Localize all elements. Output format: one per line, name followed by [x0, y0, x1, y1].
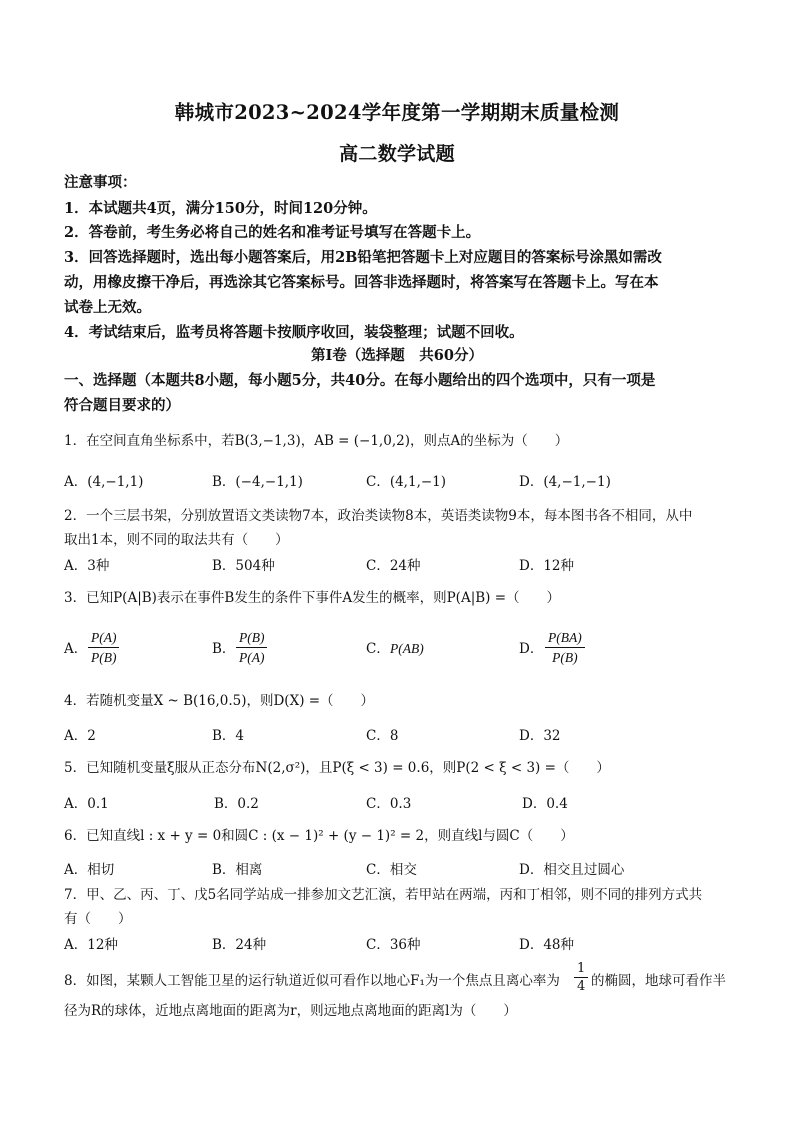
q1-option-d: D．(4,−1,−1)	[519, 474, 611, 490]
q3-option-a-label: A．	[64, 641, 88, 657]
question-2-line2: 取出1本，则不同的取法共有（ ）	[64, 532, 289, 548]
q3-d-denominator: P(B)	[552, 650, 578, 665]
q5-option-b: B．0.2	[214, 796, 259, 812]
q1-option-c: C．(4,1,−1)	[366, 474, 447, 490]
question-6: 6．已知直线l : x + y = 0和圆C : (x − 1)² + (y − 1)² = 2，则直线l与圆C（ ）	[64, 828, 574, 844]
q5-option-a: A．0.1	[64, 796, 109, 812]
section-title: 第Ⅰ卷（选择题 共60分）	[311, 347, 483, 364]
q2-option-b: B．504种	[212, 558, 275, 574]
q3-option-d-fraction	[545, 628, 585, 667]
q6-option-c: C．相交	[366, 862, 417, 878]
part-heading-line1: 一、选择题（本题共8小题，每小题5分，共40分。在每小题给出的四个选项中，只有一项是	[64, 372, 656, 389]
q5-option-c: C．0.3	[366, 796, 412, 812]
q2-option-d: D．12种	[519, 558, 575, 574]
q6-option-b: B．相离	[212, 862, 263, 878]
q3-option-a-fraction	[88, 628, 119, 667]
q7-option-b: B．24种	[212, 937, 267, 953]
q3-option-b-fraction	[236, 628, 267, 667]
q7-option-a: A．12种	[64, 937, 118, 953]
part-heading-line2: 符合题目要求的）	[64, 397, 180, 414]
question-7-line1: 7．甲、乙、丙、丁、戊5名同学站成一排参加文艺汇演，若甲站在两端，丙和丁相邻，则不同的排列方式共	[64, 887, 703, 903]
notice-item-3-line3: 试卷上无效。	[64, 299, 151, 316]
q1-option-a: A．(4,−1,1)	[64, 474, 144, 490]
notice-item-4: 4．考试结束后，监考员将答题卡按顺序收回，装袋整理；试题不回收。	[64, 324, 524, 341]
q3-option-b-label: B．	[212, 641, 236, 657]
q8-eccentricity-fraction	[574, 960, 588, 995]
notice-item-1: 1．本试题共4页，满分150分，时间120分钟。	[64, 200, 377, 217]
notice-item-3-line1: 3．回答选择题时，选出每小题答案后，用2B铅笔把答题卡上对应题目的答案标号涂黑如需改	[64, 249, 662, 266]
q3-option-c-value: P(AB)	[390, 641, 424, 656]
question-8-line1b: 的椭圆，地球可看作半	[591, 973, 726, 989]
q2-option-a: A．3种	[64, 558, 110, 574]
q5-option-d: D．0.4	[522, 796, 568, 812]
q8-fraction-denominator: 4	[577, 979, 586, 994]
q4-option-b: B．4	[212, 728, 245, 744]
question-1: 1．在空间直角坐标系中，若B(3,−1,3)，AB = (−1,0,2)，则点A的坐标为（ ）	[64, 433, 569, 449]
q3-b-numerator: P(B)	[236, 628, 267, 648]
question-3: 3．已知P(A|B)表示在事件B发生的条件下事件A发生的概率，则P(A|B) =（ ）	[64, 590, 561, 606]
q2-option-c: C．24种	[366, 558, 421, 574]
q6-option-a: A．相切	[64, 862, 115, 878]
q4-option-c: C．8	[366, 728, 399, 744]
question-2-line1: 2．一个三层书架，分别放置语文类读物7本，政治类读物8本，英语类读物9本，每本图书各不相同，从中	[64, 508, 693, 524]
q3-a-denominator: P(B)	[91, 650, 117, 665]
q3-option-c-label: C．	[366, 641, 390, 657]
question-4: 4．若随机变量X ~ B(16,0.5)，则D(X) =（ ）	[64, 693, 375, 709]
notice-heading: 注意事项：	[64, 174, 137, 191]
question-7-line2: 有（ ）	[64, 911, 132, 927]
q6-option-d: D．相交且过圆心	[519, 862, 625, 878]
q7-option-c: C．36种	[366, 937, 421, 953]
q4-option-d: D．32	[519, 728, 561, 744]
q4-option-a: A．2	[64, 728, 96, 744]
q3-a-numerator: P(A)	[88, 628, 119, 648]
exam-title: 韩城市2023~2024学年度第一学期期末质量检测	[174, 101, 620, 124]
exam-subtitle: 高二数学试题	[339, 143, 455, 165]
q1-option-b: B．(−4,−1,1)	[212, 474, 303, 490]
q8-fraction-numerator: 1	[574, 960, 588, 978]
q7-option-d: D．48种	[519, 937, 575, 953]
notice-item-2: 2．答卷前，考生务必将自己的姓名和准考证号填写在答题卡上。	[64, 224, 481, 241]
q3-d-numerator: P(BA)	[545, 628, 585, 648]
question-5: 5．已知随机变量ξ服从正态分布N(2,σ²)，且P(ξ < 3) = 0.6，则P(2 < ξ < 3) =（ ）	[64, 760, 610, 776]
q3-option-d-label: D．	[519, 641, 544, 657]
question-8-line2: 径为R的球体，近地点离地面的距离为r，则远地点离地面的距离l为（ ）	[64, 1003, 517, 1019]
notice-item-3-line2: 动，用橡皮擦干净后，再选涂其它答案标号。回答非选择题时，将答案写在答题卡上。写在本	[64, 274, 659, 291]
question-8-line1a: 8．如图，某颗人工智能卫星的运行轨道近似可看作以地心F₁为一个焦点且离心率为	[64, 973, 560, 989]
q3-b-denominator: P(A)	[239, 650, 265, 665]
